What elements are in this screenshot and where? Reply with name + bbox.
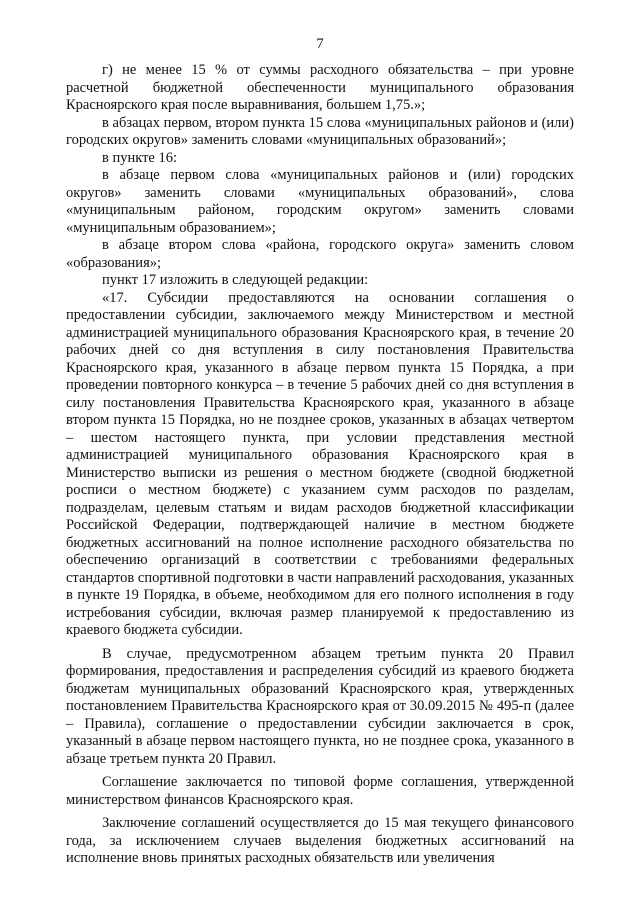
paragraph-amend-item-15: в абзацах первом, втором пункта 15 слова «муниципальных районов и (или) городских округов» заменить словами «муниципальных образований»;: [66, 114, 574, 148]
paragraph-item-17-text: «17. Субсидии предоставляются на основании соглашения о предоставлении субсидии, заключаемого между Министерством и местной администрацией муниципального образования Красноярского края, в течение 20 рабочих дней со дня вступления в силу постановления Правительства Красноярского края, указанного в абзаце первом пункта 15 Порядка, а при проведении повторного конкурса – в течение 5 рабочих дней со дня вступления в силу постановления Правительства Красноярского края, указанного в абзаце втором пункта 15 Порядка, но не позднее сроков, указанных в абзацах четвертом – шестом настоящего пункта, при условии представления местной администрацией муниципального образования Красноярского края в Министерство выписки из решения о местном бюджете (сводной бюджетной росписи о местном бюджете) с указанием сумм расходов по разделам, подразделам, целевым статьям и видам расходов бюджетной классификации Российской Федерации, подтверждающей наличие в местном бюджете бюджетных ассигнований на полное исполнение расходного обязательства по обеспечению организаций в соответствии с требованиями федеральных стандартов спортивной подготовки в части направлений расходования, указанных в пункте 19 Порядка, в объеме, необходимом для его полного исполнения в году истребования субсидии, включая размер планируемой к предоставлению из краевого бюджета субсидии.: [66, 289, 574, 638]
paragraph-subitem-g: г) не менее 15 % от суммы расходного обязательства – при уровне расчетной бюджетной обеспеченности муниципального образования Красноярского края после выравнивания, большем 1,75.»;: [66, 62, 574, 113]
paragraph-special-case: В случае, предусмотренном абзацем третьим пункта 20 Правил формирования, предоставления и распределения субсидий из краевого бюджета бюджетам муниципальных образований Красноярского края, утвержденных постановлением Правительства Красноярского края от 30.09.2015 № 495-п (далее – Правила), соглашение о предоставлении субсидии заключается в срок, указанный в абзаце первом настоящего пункта, но не позднее срока, указанного в абзаце третьем пункта 20 Правил.: [66, 645, 574, 767]
paragraph-item-17-intro: пункт 17 изложить в следующей редакции:: [102, 272, 369, 288]
paragraph-item-16-first: в абзаце первом слова «муниципальных районов и (или) городских округов» заменить словами «муниципальных образований», слова «муниципальным районом, городским округом» заменить словами «муниципальным образованием»;: [66, 167, 574, 236]
paragraph-agreement-form: Соглашение заключается по типовой форме соглашения, утвержденной министерством финансов Красноярского края.: [66, 774, 574, 808]
paragraph-item-16-second: в абзаце втором слова «района, городского округа» заменить словом «образования»;: [66, 237, 574, 271]
page-number: 7: [316, 36, 324, 52]
paragraph-agreement-deadline: Заключение соглашений осуществляется до 15 мая текущего финансового года, за исключением случаев выделения бюджетных ассигнований на исполнение вновь принятых расходных обязательств или увеличения: [66, 815, 574, 866]
paragraph-item-16-intro: в пункте 16:: [102, 149, 178, 166]
